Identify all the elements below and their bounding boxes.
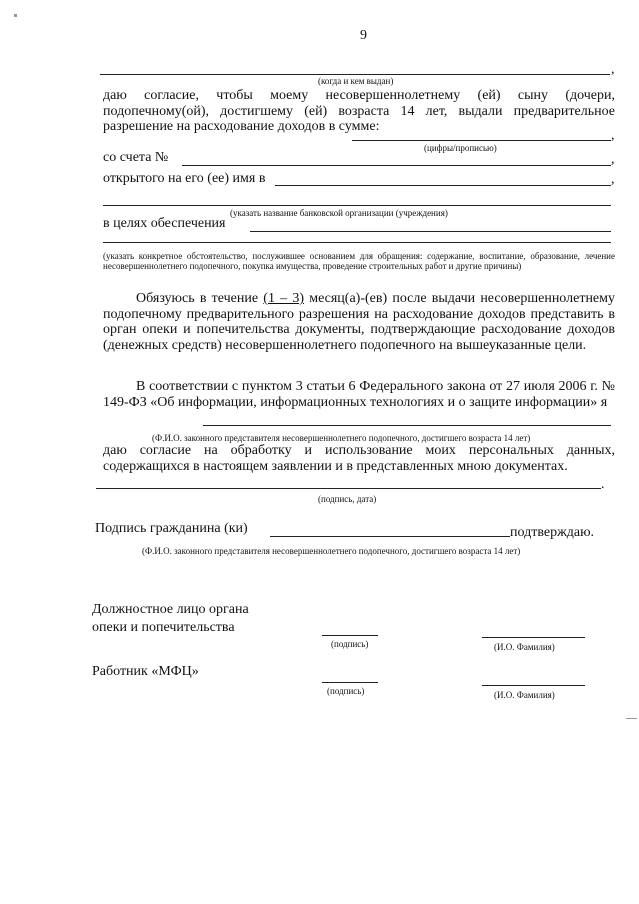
issued-by-line: [100, 74, 610, 75]
mfc-label: Работник «МФЦ»: [92, 664, 199, 679]
amount-end: ,: [611, 128, 615, 143]
account-line: [182, 165, 611, 166]
opened-end: ,: [611, 172, 615, 187]
mfc-sign-line: [322, 682, 378, 683]
scan-mark: [626, 718, 637, 719]
opened-line: [275, 185, 611, 186]
page-number: 9: [360, 28, 367, 43]
mfc-sign-caption: (подпись): [327, 686, 365, 696]
sign-date-line: [96, 488, 601, 489]
official-name-caption: (И.О. Фамилия): [494, 642, 555, 652]
purpose-label: в целях обеспечения: [103, 216, 226, 231]
consent-paragraph: даю согласие, чтобы моему несовершеннолетнему (ей) сыну (дочери, подопечному(ой), достигшему (ей) возраста 14 лет, выдали предварительное разрешение на расходование доходов в сумме:: [103, 88, 615, 135]
citizen-sign-label: Подпись гражданина (ки): [95, 521, 248, 536]
scan-mark: [14, 14, 17, 17]
obligation-rest: месяц(а)-(ев) после выдачи несовершеннолетнему подопечному предварительного разрешения на расходование доходов представить в орган опеки и попечительства документы, подтверждающие расходование доходов (денежных средств) несовершеннолетнего подопечного на вышеуказанные цели.: [103, 291, 616, 353]
purpose-line-2: [103, 242, 611, 243]
mfc-name-caption: (И.О. Фамилия): [494, 690, 555, 700]
purpose-line: [250, 231, 611, 232]
personal-data-paragraph: даю согласие на обработку и использование моих персональных данных, содержащихся в настоящем заявлении и в представленных мною документах.: [103, 443, 615, 474]
account-end: ,: [611, 152, 615, 167]
purpose-caption: (указать конкретное обстоятельство, послужившее основанием для обращения: содержание, воспитание, образование, лечение несовершеннолетнего подопечного, покупка имущества, проведение строительных работ и другие причины): [103, 251, 615, 272]
official-label-2: опеки и попечительства: [92, 620, 235, 635]
official-name-line: [482, 637, 585, 638]
citizen-sign-confirm: подтверждаю.: [510, 525, 595, 540]
mfc-name-line: [482, 685, 585, 686]
account-label: со счета №: [103, 150, 169, 165]
official-label-1: Должностное лицо органа: [92, 602, 249, 617]
bank-line: [103, 205, 611, 206]
amount-line: [352, 140, 611, 141]
citizen-sign-line: [270, 536, 510, 537]
sign-date-end: .: [601, 477, 605, 492]
issued-by-end: ,: [611, 62, 615, 77]
citizen-sign-caption: (Ф.И.О. законного представителя несовершеннолетнего подопечного, достигшего возраста 14 лет): [142, 546, 521, 556]
sign-date-caption: (подпись, дата): [318, 494, 377, 504]
bank-caption: (указать название банковской организации (учреждения): [230, 208, 448, 218]
opened-label: открытого на его (ее) имя в: [103, 171, 266, 186]
issued-by-caption: (когда и кем выдан): [318, 76, 394, 86]
fio-line: [203, 425, 611, 426]
amount-caption: (цифры/прописью): [424, 143, 497, 153]
law-paragraph: В соответствии с пунктом 3 статьи 6 Федерального закона от 27 июля 2006 г. № 149-ФЗ «Об информации, информационных технологиях и о защите информации» я: [103, 379, 615, 410]
official-sign-line: [322, 635, 378, 636]
official-sign-caption: (подпись): [331, 639, 369, 649]
obligation-start: Обязуюсь в течение: [136, 291, 264, 306]
obligation-paragraph: [103, 291, 615, 353]
fio-caption: (Ф.И.О. законного представителя несовершеннолетнего подопечного, достигшего возраста 14 лет): [152, 433, 531, 443]
obligation-period: (1 – 3): [263, 291, 305, 306]
